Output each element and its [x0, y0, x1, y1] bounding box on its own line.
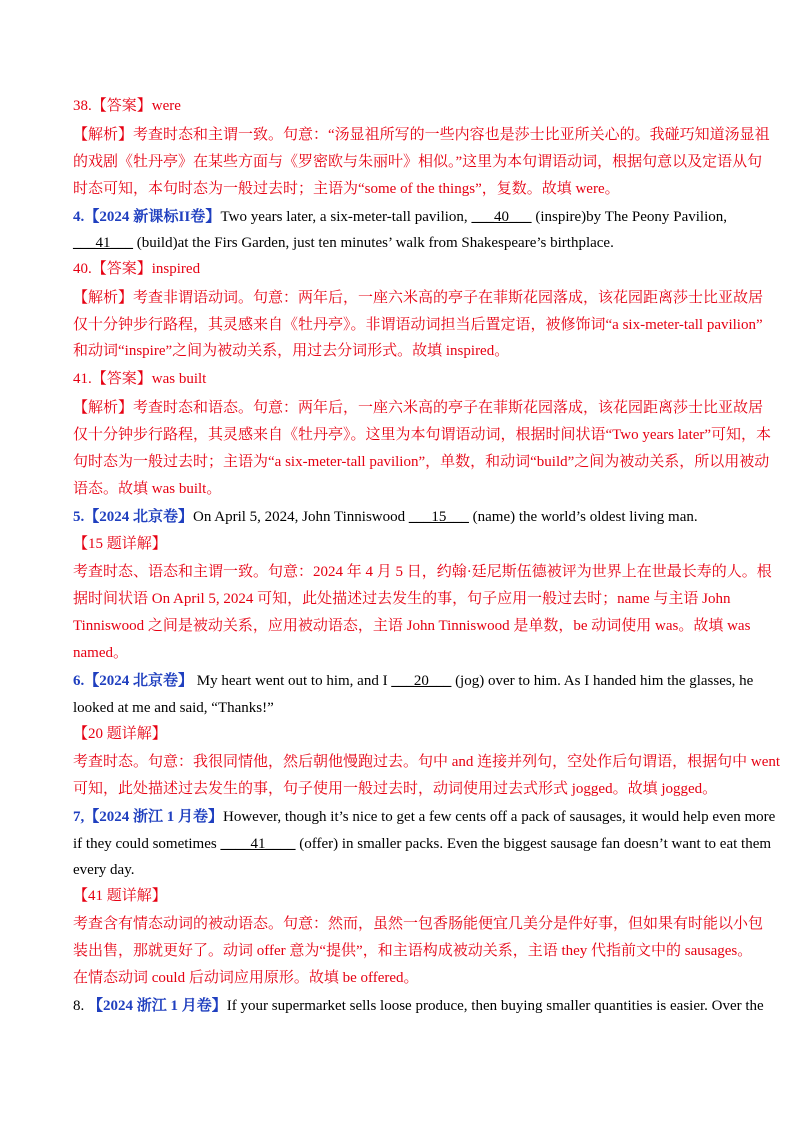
- text-run: 据时间状语 On April 5, 2024 可知，此处描述过去发生的事，句子应用一般过去时；name 与主语 John: [73, 591, 731, 607]
- text-line: [73, 479, 221, 499]
- text-line: [73, 96, 181, 116]
- text-run: 【解析】考查时态和主谓一致。句意：“汤显祖所写的一些内容也是莎士比亚所关心的。我碰巧知道汤显祖: [73, 127, 770, 143]
- text-line: [73, 724, 167, 744]
- text-run: 和动词“inspire”之间为被动关系，用过去分词形式。故填 inspired。: [73, 343, 510, 359]
- text-run: named。: [73, 645, 128, 661]
- text-run: 考查含有情态动词的被动语态。句意：然而，虽然一包香肠能便宜几美分是件好事，但如果有时能以小包: [73, 916, 764, 932]
- text-run: 语态。故填 was built。: [73, 481, 222, 497]
- text-line: [73, 425, 772, 445]
- answer-blank: ___15___: [408, 509, 469, 525]
- text-line: [73, 914, 764, 934]
- text-line: [73, 207, 727, 227]
- text-line: [73, 752, 781, 772]
- text-run: 可知，此处描述过去发生的事，句子使用一般过去时，动词使用过去式形式 jogged。故填 jogged。: [73, 781, 718, 797]
- text-run: 仅十分钟步行路程，其灵感来自《牡丹亭》。这里为本句谓语动词，根据时间状语“Two years later”可知，本: [73, 427, 772, 443]
- text-run: 41.【答案】was built: [73, 371, 207, 387]
- text-line: [73, 259, 200, 279]
- text-line: [73, 616, 751, 636]
- answer-blank: ___20___: [391, 673, 452, 689]
- question-source-label: 【2024 浙江 1 月卷】: [84, 998, 227, 1014]
- text-run: Two years later, a six-meter-tall pavilion,: [220, 209, 472, 225]
- text-line: [73, 589, 731, 609]
- text-line: [73, 534, 167, 554]
- text-run: However, though it’s nice to get a few cents off a pack of sausages, it would help even more: [223, 809, 776, 825]
- text-run: (inspire)by The Peony Pavilion,: [531, 209, 727, 225]
- text-run: 38.【答案】were: [73, 98, 181, 114]
- text-run: (jog) over to him. As I handed him the glasses, he: [451, 673, 754, 689]
- text-run: (build)at the Firs Garden, just ten minutes’ walk from Shakespeare’s birthplace.: [133, 235, 614, 251]
- answer-blank: ___40___: [471, 209, 532, 225]
- text-line: [73, 369, 206, 389]
- text-line: [73, 671, 754, 691]
- text-run: 考查时态、语态和主谓一致。句意：2024 年 4 月 5 日，约翰·廷尼斯伍德被评为世界上在世最长寿的人。根: [73, 564, 772, 580]
- text-run: 的戏剧《牡丹亭》在某些方面与《罗密欧与朱丽叶》相似。”这里为本句谓语动词，根据句意以及定语从句: [73, 154, 763, 170]
- text-run: 【41 题详解】: [73, 888, 167, 904]
- text-run: If your supermarket sells loose produce, then buying smaller quantities is easier. Over the: [226, 998, 764, 1014]
- text-run: 装出售，那就更好了。动词 offer 意为“提供”，和主语构成被动关系，主语 they 代指前文中的 sausages。: [73, 943, 753, 959]
- text-run: 8.: [73, 998, 85, 1014]
- text-line: [73, 452, 770, 472]
- text-run: 仅十分钟步行路程，其灵感来自《牡丹亭》。非谓语动词担当后置定语，被修饰词“a six-meter-tall pavilion”: [73, 317, 763, 333]
- question-source-label: 7,【2024 浙江 1 月卷】: [73, 809, 224, 825]
- text-line: [73, 860, 135, 880]
- text-run: (offer) in smaller packs. Even the biggest sausage fan doesn’t want to eat them: [295, 836, 772, 852]
- answer-blank: ____41____: [220, 836, 296, 852]
- text-run: 【解析】考查非谓语动词。句意：两年后，一座六米高的亭子在菲斯花园落成，该花园距离莎士比亚故居: [73, 290, 764, 306]
- text-run: 【解析】考查时态和语态。句意：两年后，一座六米高的亭子在菲斯花园落成，该花园距离莎士比亚故居: [73, 400, 764, 416]
- text-line: [73, 152, 763, 172]
- text-run: 【15 题详解】: [73, 536, 167, 552]
- text-run: 时态可知，本句时态为一般过去时；主语为“some of the things”，复数。故填 were。: [73, 181, 620, 197]
- text-run: Tinniswood 之间是被动关系，应用被动语态，主语 John Tinniswood 是单数，be 动词使用 was。故填 was: [73, 618, 751, 634]
- text-run: 【20 题详解】: [73, 726, 167, 742]
- text-line: [73, 288, 764, 308]
- text-line: [73, 968, 419, 988]
- text-run: 句时态为一般过去时；主语为“a six-meter-tall pavilion”，单数，和动词“build”之间为被动关系，所以用被动: [73, 454, 770, 470]
- text-line: [73, 886, 167, 906]
- text-line: [73, 315, 763, 335]
- text-line: [73, 807, 776, 827]
- answer-blank: ___41___: [73, 235, 133, 251]
- text-line: [73, 941, 753, 961]
- text-run: if they could sometimes: [73, 836, 221, 852]
- text-line: [73, 643, 128, 663]
- text-run: every day.: [73, 862, 135, 878]
- text-run: looked at me and said, “Thanks!”: [73, 700, 274, 716]
- text-line: [73, 562, 772, 582]
- text-line: [73, 698, 274, 718]
- text-line: [73, 179, 620, 199]
- text-run: 40.【答案】inspired: [73, 261, 201, 277]
- question-source-label: 6.【2024 北京卷】: [73, 673, 194, 689]
- text-run: On April 5, 2024, John Tinniswood: [193, 509, 409, 525]
- text-line: [73, 398, 764, 418]
- text-line: [73, 779, 717, 799]
- text-run: (name) the world’s oldest living man.: [468, 509, 698, 525]
- text-line: [73, 125, 770, 145]
- question-source-label: 4.【2024 新课标II卷】: [73, 209, 221, 225]
- text-line: [73, 341, 509, 361]
- text-line: [73, 507, 698, 527]
- text-line: [73, 233, 614, 253]
- text-line: [73, 834, 772, 854]
- text-run: 在情态动词 could 后动词应用原形。故填 be offered。: [73, 970, 419, 986]
- text-run: My heart went out to him, and I: [193, 673, 392, 689]
- text-run: 考查时态。句意：我很同情他，然后朝他慢跑过去。句中 and 连接并列句，空处作后句谓语，根据句中 went: [73, 754, 781, 770]
- text-line: [73, 996, 764, 1016]
- question-source-label: 5.【2024 北京卷】: [73, 509, 194, 525]
